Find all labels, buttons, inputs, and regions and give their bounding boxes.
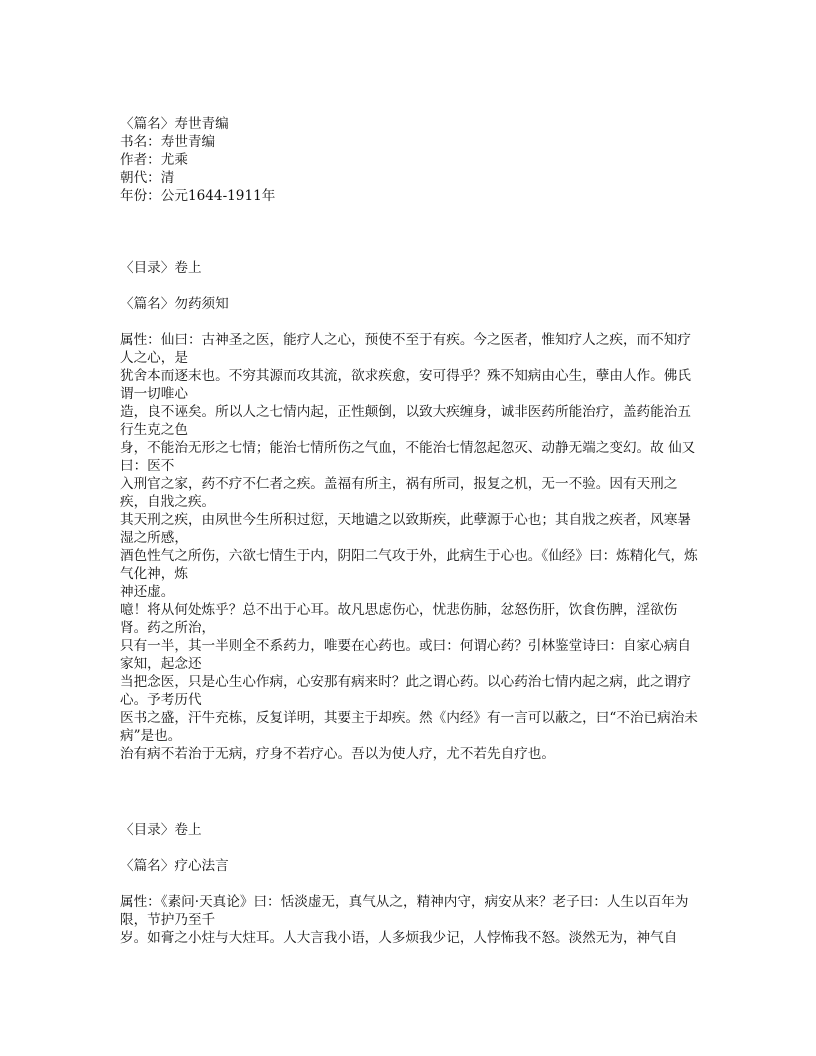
body-line: 酒色性气之所伤，六欲七情生于内，阴阳二气攻于外，此病生于心也。《仙经》曰：炼精化气，炼气化神，炼: [120, 548, 698, 582]
body-line: 造，良不诬矣。所以人之七情内起，正性颠倒，以致大疾缠身，诚非医药所能治疗，盖药能治五行生克之色: [120, 404, 691, 438]
year: 年份：公元1644-1911年: [120, 188, 276, 204]
body-line: 犹舍本而逐末也。不穷其源而攻其流，欲求疾愈，安可得乎？殊不知病由心生，孽由人作。佛氏谓一切唯心: [120, 368, 691, 402]
body-line: 神还虚。: [120, 584, 175, 600]
body-line: 身，不能治无形之七情；能治七情所伤之气血，不能治七情忽起忽灭、动静无端之变幻。故 仙又曰：医不: [120, 440, 696, 474]
toc-label: 〈目录〉卷上: [120, 822, 202, 838]
body-line: 当把念医，只是心生心作病，心安那有病来时？此之谓心药。以心药治七情内起之病，此之谓疗心。予考历代: [120, 674, 691, 708]
body-line: 属性：仙曰：古神圣之医，能疗人之心，预使不至于有疾。今之医者，惟知疗人之疾，而不知疗人之心，是: [120, 332, 691, 366]
body-line: 其天刑之疾，由夙世今生所积过愆，天地谴之以致斯疾，此孽源于心也；其自戕之疾者，风寒暑湿之所感，: [120, 512, 691, 546]
section-2-body: [120, 893, 698, 947]
body-line: 噫！将从何处炼乎？总不出于心耳。故凡思虑伤心，忧悲伤肺，忿怒伤肝，饮食伤脾，淫欲伤肾。药之所治，: [120, 602, 678, 636]
body-line: 医书之盛，汗牛充栋，反复详明，其要主于却疾。然《内经》有一言可以蔽之，曰“不治已病治未病”是也。: [120, 710, 698, 744]
section-1-toc: [120, 259, 698, 277]
chapter-label: 〈篇名〉勿药须知: [120, 296, 229, 312]
section-2-toc: [120, 821, 698, 839]
author: 作者：尤乘: [120, 152, 188, 168]
dynasty: 朝代：清: [120, 170, 175, 186]
section-1-body: [120, 331, 698, 763]
section-2-chapter: [120, 857, 698, 875]
body-line: 只有一半，其一半则全不系药力，唯要在心药也。或曰：何谓心药？引林鉴堂诗曰：自家心病自家知，起念还: [120, 638, 691, 672]
body-line: 属性：《素问·天真论》曰：恬淡虚无，真气从之，精神内守，病安从来？老子曰：人生以百年为限，节护乃至千: [120, 894, 689, 928]
chapter-title: 〈篇名〉寿世青编: [120, 116, 229, 132]
toc-label: 〈目录〉卷上: [120, 260, 202, 276]
body-line: 入刑官之家，药不疗不仁者之疾。盖福有所主，祸有所司，报复之机，无一不验。因有天刑之疾，自戕之疾。: [120, 476, 678, 510]
section-1-chapter: [120, 295, 698, 313]
book-name: 书名：寿世青编: [120, 134, 216, 150]
chapter-label: 〈篇名〉疗心法言: [120, 858, 229, 874]
body-line: 岁。如膏之小炷与大炷耳。人大言我小语，人多烦我少记，人悖怖我不怒。淡然无为，神气自: [120, 930, 678, 946]
document-header: [120, 115, 698, 205]
body-line: 治有病不若治于无病，疗身不若疗心。吾以为使人疗，尤不若先自疗也。: [120, 746, 555, 762]
